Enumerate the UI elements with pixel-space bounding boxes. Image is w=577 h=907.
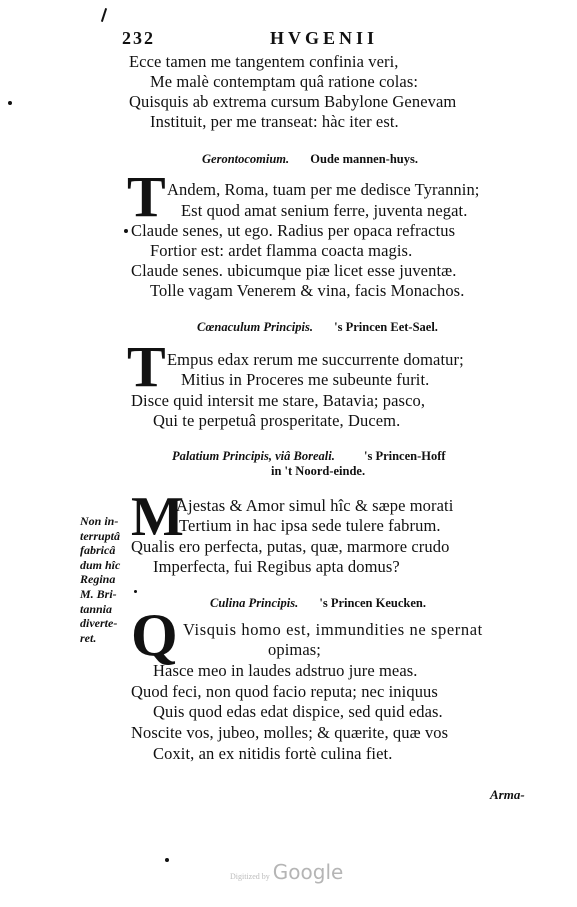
heading-latin: Culina Principis. <box>210 596 299 610</box>
stray-ink-dot <box>165 858 169 862</box>
heading-dutch: in 't Noord-einde. <box>271 464 366 478</box>
marginal-note-line: ret. <box>80 630 97 645</box>
verse-line: Quisquis ab extrema cursum Babylone Genevam <box>129 92 457 111</box>
verse-line: Est quod amat senium ferre, juventa negat. <box>181 201 468 220</box>
marginal-note-line: tannia <box>80 601 113 616</box>
verse-line: Qualis ero perfecta, putas, quæ, marmore crudo <box>131 537 450 556</box>
marginal-note <box>80 514 120 645</box>
drop-capital: M <box>131 486 184 548</box>
verse-line: Empus edax rerum me succurrente domatur; <box>167 350 464 369</box>
verse-line: Ecce tamen me tangentem confinia veri, <box>129 52 399 71</box>
verse-line: Disce quid intersit me stare, Batavia; pasco, <box>131 391 426 410</box>
digitization-watermark <box>230 860 343 884</box>
verse-line: Tolle vagam Venerem & vina, facis Monachos. <box>150 281 465 300</box>
verse-line: Coxit, an ex nitidis fortè culina fiet. <box>153 744 393 763</box>
verse-line: Quis quod edas edat dispice, sed quid edas. <box>153 702 443 721</box>
verse-line: Imperfecta, fui Regibus apta domus? <box>153 557 400 576</box>
heading-dutch: 's Princen Keucken. <box>319 596 426 610</box>
marginal-note-line: fabricâ <box>80 543 116 558</box>
verse-line: opimas; <box>268 640 321 659</box>
watermark-prefix: Digitized by <box>230 872 270 881</box>
verse-line: Andem, Roma, tuam per me dedisce Tyrannin; <box>167 180 480 199</box>
verse-line: Claude senes. ubicumque piæ licet esse juventæ. <box>131 261 457 280</box>
heading-latin: Gerontocomium. <box>202 152 290 166</box>
stray-ink-mark <box>101 8 107 22</box>
verse-line: Quod feci, non quod facio reputa; nec iniquus <box>131 682 438 701</box>
section-heading-continued <box>271 463 365 479</box>
verse-line: Ajestas & Amor simul hîc & sæpe morati <box>176 496 454 515</box>
stray-ink-dot <box>8 101 12 105</box>
verse-line: Tertium in hac ipsa sede tulere fabrum. <box>179 516 441 535</box>
google-logo: Google <box>272 860 344 884</box>
verse-line: Me malè contemptam quâ ratione colas: <box>150 72 419 91</box>
verse-line: Mitius in Proceres me subeunte furit. <box>181 370 430 389</box>
catchword: Arma- <box>490 787 525 802</box>
heading-latin: Palatium Principis, viâ Boreali. <box>172 449 335 463</box>
verse-line: Qui te perpetuâ prosperitate, Ducem. <box>153 411 401 430</box>
section-heading <box>210 595 426 611</box>
verse-line: Fortior est: ardet flamma coacta magis. <box>150 241 413 260</box>
marginal-note-line: Non in- <box>80 514 119 528</box>
heading-latin: Cœnaculum Principis. <box>197 320 313 334</box>
verse-line: Claude senes, ut ego. Radius per opaca refractus <box>131 221 456 240</box>
stray-ink-dot <box>134 590 137 593</box>
verse-line: Visquis homo est, immundities ne spernat <box>183 620 483 639</box>
verse-line: Hasce meo in laudes adstruo jure meas. <box>153 661 418 680</box>
marginal-note-line: dum hîc <box>80 557 121 572</box>
drop-capital: Q <box>131 602 178 668</box>
marginal-note-line: terruptâ <box>80 528 121 543</box>
verse-line: Instituit, per me transeat: hàc iter est. <box>150 112 399 131</box>
heading-dutch: 's Princen Eet-Sael. <box>334 320 438 334</box>
stray-ink-dot <box>124 229 128 233</box>
marginal-note-line: Regina <box>80 572 116 587</box>
verse-line: Noscite vos, jubeo, molles; & quærite, quæ vos <box>131 723 449 742</box>
marginal-note-line: M. Bri- <box>80 586 117 601</box>
heading-dutch: 's Princen-Hoff <box>363 449 446 463</box>
section-heading <box>197 319 438 335</box>
drop-capital: T <box>127 334 166 399</box>
marginal-note-line: diverte- <box>80 616 118 631</box>
heading-dutch: Oude mannen-huys. <box>310 152 418 166</box>
section-heading <box>202 151 418 167</box>
section-heading <box>172 448 446 464</box>
running-title: HVGENII <box>270 28 379 48</box>
drop-capital: T <box>127 164 166 229</box>
page-number: 232 <box>122 28 155 48</box>
